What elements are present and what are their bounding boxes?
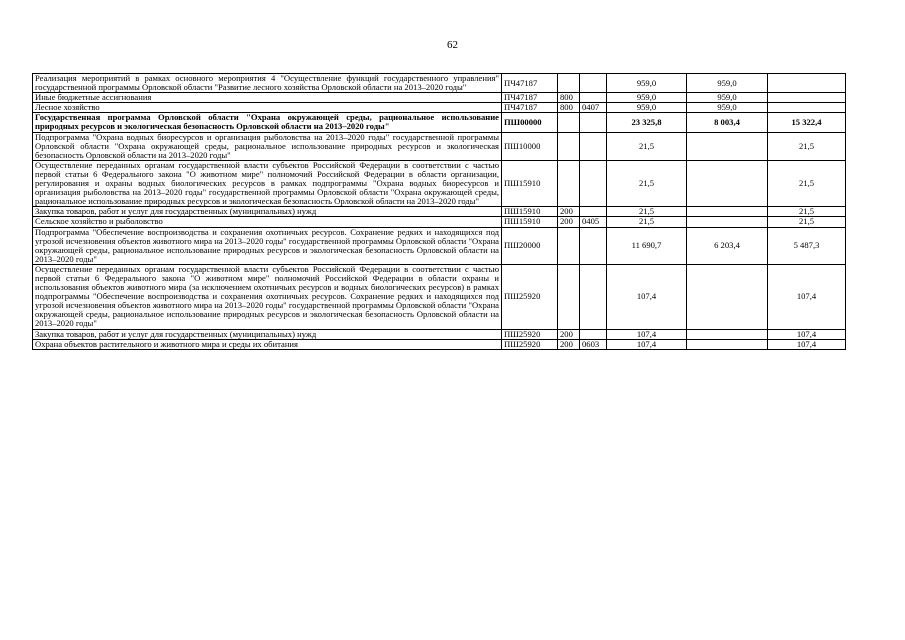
cell-federal — [687, 132, 768, 160]
cell-expense-type: 200 — [558, 329, 580, 339]
cell-total: 107,4 — [607, 339, 687, 349]
cell-regional: 21,5 — [768, 207, 846, 217]
cell-section — [580, 113, 607, 132]
cell-expense-type — [558, 227, 580, 264]
cell-total: 959,0 — [607, 93, 687, 103]
cell-total: 959,0 — [607, 74, 687, 93]
cell-code: ПШ15910 — [502, 160, 558, 206]
cell-section — [580, 160, 607, 206]
cell-federal — [687, 339, 768, 349]
cell-expense-type — [558, 74, 580, 93]
cell-regional — [768, 103, 846, 113]
cell-total: 21,5 — [607, 160, 687, 206]
cell-total: 23 325,8 — [607, 113, 687, 132]
cell-name: Закупка товаров, работ и услуг для государственных (муниципальных) нужд — [33, 207, 502, 217]
cell-section: 0603 — [580, 339, 607, 349]
cell-expense-type — [558, 132, 580, 160]
table-row — [33, 160, 846, 206]
cell-total: 107,4 — [607, 264, 687, 329]
cell-name: Подпрограмма "Охрана водных биоресурсов и организация рыболовства на 2013–2020 годы" государственной программы Орловской области "Охрана окружающей среды, рациональное использование природных ресурсов и экологическая безопасность Орловской области на 2013–2020 годы" — [33, 132, 502, 160]
cell-code: ПШ10000 — [502, 132, 558, 160]
cell-federal: 959,0 — [687, 93, 768, 103]
cell-section — [580, 74, 607, 93]
cell-expense-type — [558, 264, 580, 329]
cell-code: ПШ15910 — [502, 217, 558, 227]
cell-name: Осуществление переданных органам государственной власти субъектов Российской Федерации в соответствии с частью первой статьи 6 Федерального закона "О животном мире" полномочий Российской Федерации в области организации, регулирования и охраны водных биологических ресурсов в рамках подпрограммы "Охрана водных биоресурсов и организация рыболовства на 2013–2020 годы" государственной программы Орловской области "Охрана окружающей среды, рациональное использование природных ресурсов и экологическая безопасность Орловской области на 2013–2020 годы" — [33, 160, 502, 206]
cell-total: 107,4 — [607, 329, 687, 339]
cell-code: ПШ20000 — [502, 227, 558, 264]
cell-name: Подпрограмма "Обеспечение воспроизводства и сохранения охотничьих ресурсов. Сохранение редких и находящихся под угрозой исчезновения объектов животного мира на 2013–2020 годы" государственной программы Орловской области "Охрана окружающей среды, рациональное использование природных ресурсов и экологическая безопасность Орловской области на 2013–2020 годы" — [33, 227, 502, 264]
cell-federal: 959,0 — [687, 103, 768, 113]
table-row — [33, 207, 846, 217]
table-row — [33, 227, 846, 264]
cell-regional — [768, 93, 846, 103]
cell-section — [580, 207, 607, 217]
table-row — [33, 329, 846, 339]
table-row — [33, 132, 846, 160]
cell-code: ПЧ47187 — [502, 93, 558, 103]
cell-code: ПШ25920 — [502, 339, 558, 349]
cell-federal: 959,0 — [687, 74, 768, 93]
cell-expense-type: 200 — [558, 217, 580, 227]
cell-code: ПШ15910 — [502, 207, 558, 217]
cell-federal: 8 003,4 — [687, 113, 768, 132]
cell-expense-type: 800 — [558, 93, 580, 103]
cell-section — [580, 329, 607, 339]
cell-regional: 21,5 — [768, 132, 846, 160]
cell-federal — [687, 329, 768, 339]
cell-federal — [687, 264, 768, 329]
page-number: 62 — [447, 39, 458, 51]
table-row — [33, 113, 846, 132]
cell-federal — [687, 217, 768, 227]
cell-federal — [687, 160, 768, 206]
cell-section: 0405 — [580, 217, 607, 227]
cell-expense-type: 200 — [558, 207, 580, 217]
cell-code: ПЧ47187 — [502, 103, 558, 113]
cell-regional: 107,4 — [768, 339, 846, 349]
table-body — [33, 74, 846, 350]
cell-name: Сельское хозяйство и рыболовство — [33, 217, 502, 227]
cell-regional: 21,5 — [768, 160, 846, 206]
table-row — [33, 217, 846, 227]
cell-section — [580, 227, 607, 264]
cell-regional — [768, 74, 846, 93]
cell-code: ПШ00000 — [502, 113, 558, 132]
cell-federal: 6 203,4 — [687, 227, 768, 264]
cell-section — [580, 264, 607, 329]
cell-regional: 107,4 — [768, 264, 846, 329]
cell-name: Государственная программа Орловской области "Охрана окружающей среды, рациональное использование природных ресурсов и экологическая безопасность Орловской области на 2013–2020 годы" — [33, 113, 502, 132]
cell-expense-type: 800 — [558, 103, 580, 113]
cell-expense-type — [558, 113, 580, 132]
cell-name: Иные бюджетные ассигнования — [33, 93, 502, 103]
cell-code: ПЧ47187 — [502, 74, 558, 93]
budget-table — [32, 73, 846, 350]
cell-expense-type — [558, 160, 580, 206]
cell-name: Осуществление переданных органам государственной власти субъектов Российской Федерации в соответствии с частью первой статьи 6 Федерального закона "О животном мире" полномочий Российской Федерации в области охраны и использования объектов животного мира (за исключением охотничьих ресурсов и водных биологических ресурсов) в рамках подпрограммы "Обеспечение воспроизводства и сохранения охотничьих ресурсов. Сохранение редких и находящихся под угрозой исчезновения объектов животного мира на 2013–2020 годы" государственной программы Орловской области "Охрана окружающей среды, рациональное использование природных ресурсов и экологическая безопасность Орловской области на 2013–2020 годы" — [33, 264, 502, 329]
cell-regional: 107,4 — [768, 329, 846, 339]
cell-name: Лесное хозяйство — [33, 103, 502, 113]
cell-code: ПШ25920 — [502, 264, 558, 329]
table-row — [33, 103, 846, 113]
table-row — [33, 74, 846, 93]
cell-section — [580, 132, 607, 160]
cell-total: 959,0 — [607, 103, 687, 113]
table-row — [33, 93, 846, 103]
cell-section: 0407 — [580, 103, 607, 113]
cell-total: 21,5 — [607, 217, 687, 227]
cell-regional: 21,5 — [768, 217, 846, 227]
cell-expense-type: 200 — [558, 339, 580, 349]
cell-name: Закупка товаров, работ и услуг для государственных (муниципальных) нужд — [33, 329, 502, 339]
cell-federal — [687, 207, 768, 217]
cell-regional: 5 487,3 — [768, 227, 846, 264]
table-row — [33, 264, 846, 329]
cell-regional: 15 322,4 — [768, 113, 846, 132]
cell-code: ПШ25920 — [502, 329, 558, 339]
cell-total: 11 690,7 — [607, 227, 687, 264]
cell-name: Реализация мероприятий в рамках основного мероприятия 4 "Осуществление функций государственного управления" государственной программы Орловской области "Развитие лесного хозяйства Орловской области на 2013–2020 годы" — [33, 74, 502, 93]
cell-section — [580, 93, 607, 103]
cell-total: 21,5 — [607, 207, 687, 217]
cell-total: 21,5 — [607, 132, 687, 160]
table-row — [33, 339, 846, 349]
cell-name: Охрана объектов растительного и животного мира и среды их обитания — [33, 339, 502, 349]
